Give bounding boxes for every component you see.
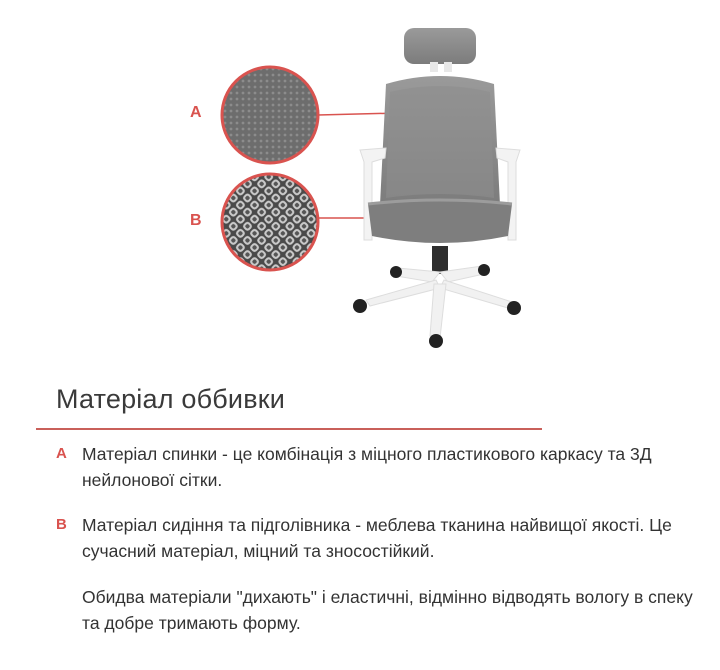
item-text: Матеріал спинки - це комбінація з міцного пластикового каркасу та 3Д нейлонової сітки. [82, 444, 652, 490]
title-divider [36, 428, 542, 430]
marker-b-label: B [190, 212, 202, 229]
note-paragraph: Обидва матеріали "дихають" і еластичні, відмінно відводять вологу в спеку та добре тримають форму. [82, 587, 693, 633]
item-letter: A [56, 445, 67, 462]
item-letter: B [56, 516, 67, 533]
marker-a-label: A [190, 104, 202, 121]
chair [353, 28, 521, 348]
item-text: Матеріал сидіння та підголівника - меблева тканина найвищої якості. Це сучасний матеріал, міцний та зносостійкий. [82, 515, 672, 561]
section-title: Матеріал оббивки [56, 384, 286, 414]
